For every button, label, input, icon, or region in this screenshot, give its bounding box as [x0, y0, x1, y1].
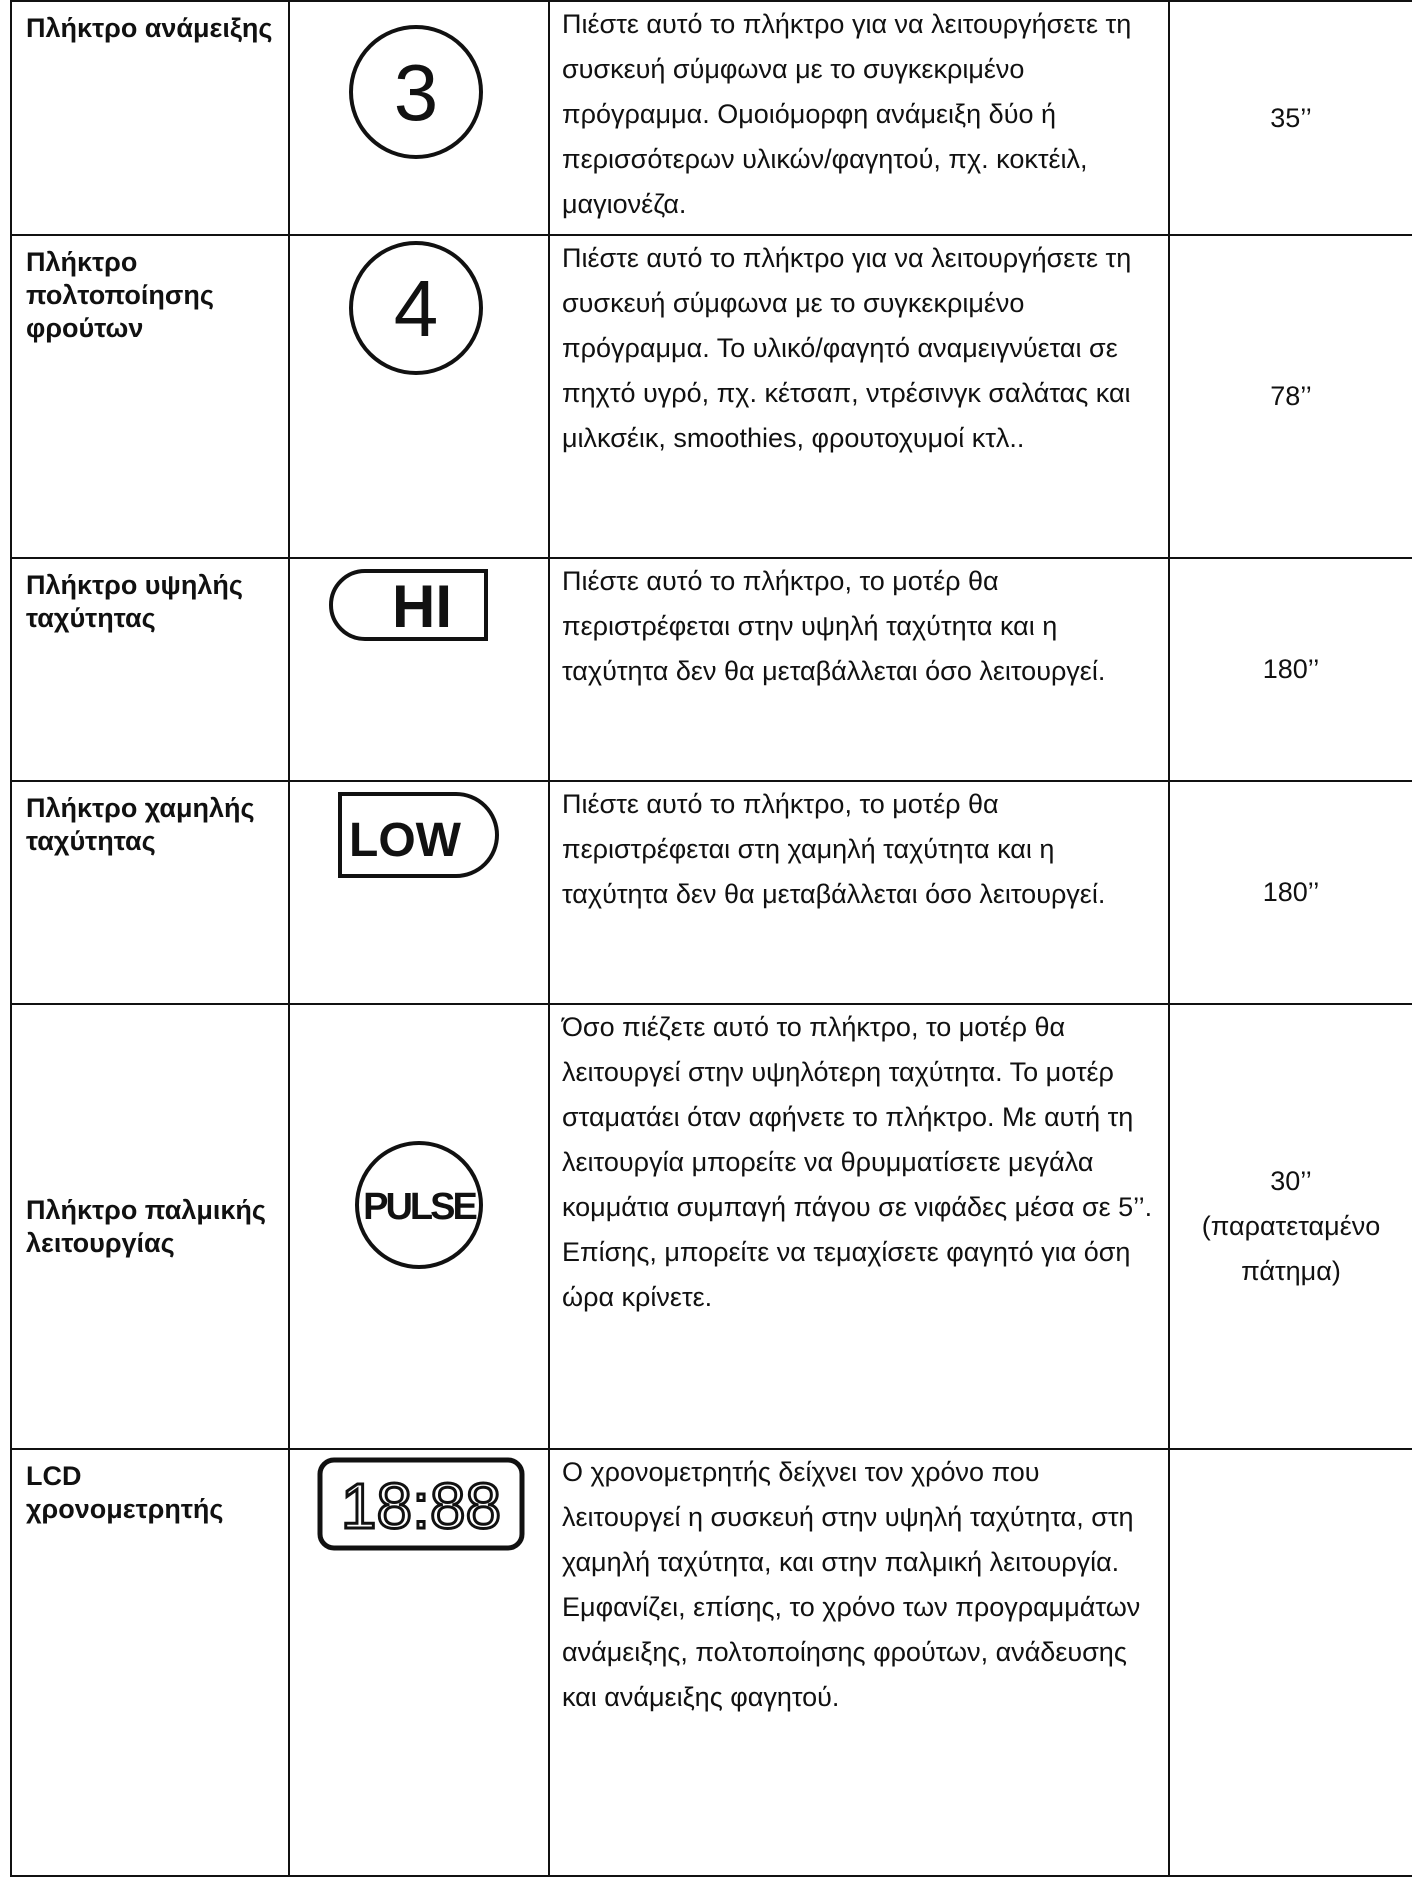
button-4-icon — [290, 236, 550, 559]
table-row — [11, 781, 1412, 1004]
hi-label: HI — [392, 573, 452, 640]
duration-value: 30’’ — [1270, 1166, 1312, 1196]
description: Ο χρονομετρητής δείχνει τον χρόνο που λειτουργεί η συσκευή στην υψηλή ταχύτητα, στη χαμηλή ταχύτητα, και στην παλμική λειτουργία. Εμφανίζει, επίσης, το χρόνο των προγραμμάτων ανάμειξης, πολτοποίησης φρούτων, ανάδευσης και ανάμειξης φαγητού. — [549, 1449, 1169, 1876]
lcd-digits: 18:88 — [340, 1470, 502, 1542]
symbol-cell — [289, 1449, 549, 1876]
button-4-label: 4 — [393, 264, 439, 353]
symbol-cell — [289, 558, 549, 781]
button-name: Πλήκτρο παλμικής λειτουργίας — [11, 1004, 289, 1449]
button-name: Πλήκτρο χαμηλής ταχύτητας — [11, 781, 289, 1004]
duration: 35’’ — [1169, 1, 1412, 235]
description: Πιέστε αυτό το πλήκτρο για να λειτουργήσετε τη συσκευή σύμφωνα με το συγκεκριμένο πρόγραμμα. Ομοιόμορφη ανάμειξη δύο ή περισσότερων υλικών/φαγητού, πχ. κοκτέιλ, μαγιονέζα. — [549, 1, 1169, 235]
duration — [1169, 1449, 1412, 1876]
button-name: Πλήκτρο ανάμειξης — [11, 1, 289, 235]
table-row — [11, 1004, 1412, 1449]
description: Πιέστε αυτό το πλήκτρο για να λειτουργήσετε τη συσκευή σύμφωνα με το συγκεκριμένο πρόγραμμα. Το υλικό/φαγητό αναμειγνύεται σε πηχτό υγρό, πχ. κέτσαπ, ντρέσινγκ σαλάτας και μιλκσέικ, smoothies, φρουτοχυμοί κτλ.. — [549, 235, 1169, 558]
duration-note-line-1: (παρατεταμένο — [1201, 1211, 1381, 1241]
pulse-label: PULSE — [363, 1186, 475, 1228]
button-functions-table — [10, 0, 1412, 1877]
table-row — [11, 235, 1412, 558]
duration: 180’’ — [1169, 781, 1412, 1004]
symbol-cell — [289, 781, 549, 1004]
hi-button-icon — [290, 559, 550, 782]
symbol-cell — [289, 235, 549, 558]
low-label: LOW — [349, 814, 461, 867]
duration — [1169, 1004, 1412, 1449]
duration: 180’’ — [1169, 558, 1412, 781]
symbol-cell — [289, 1004, 549, 1449]
button-3-label: 3 — [393, 48, 439, 137]
table-row — [11, 558, 1412, 781]
table-row — [11, 1, 1412, 235]
button-name: Πλήκτρο υψηλής ταχύτητας — [11, 558, 289, 781]
duration-note-line-2: πάτημα) — [1241, 1256, 1341, 1286]
button-name: Πλήκτρο πολτοποίησης φρούτων — [11, 235, 289, 558]
pulse-button-icon — [290, 1005, 550, 1450]
description: Πιέστε αυτό το πλήκτρο, το μοτέρ θα περιστρέφεται στην υψηλή ταχύτητα και η ταχύτητα δεν θα μεταβάλλεται όσο λειτουργεί. — [549, 558, 1169, 781]
button-3-icon — [290, 2, 550, 236]
low-button-icon — [290, 782, 550, 1005]
symbol-cell — [289, 1, 549, 235]
description: Πιέστε αυτό το πλήκτρο, το μοτέρ θα περιστρέφεται στη χαμηλή ταχύτητα και η ταχύτητα δεν θα μεταβάλλεται όσο λειτουργεί. — [549, 781, 1169, 1004]
button-name: LCD χρονομετρητής — [11, 1449, 289, 1876]
table-row — [11, 1449, 1412, 1876]
duration: 78’’ — [1169, 235, 1412, 558]
lcd-timer-icon — [290, 1450, 550, 1877]
description: Όσο πιέζετε αυτό το πλήκτρο, το μοτέρ θα λειτουργεί στην υψηλότερη ταχύτητα. Το μοτέρ σταματάει όταν αφήνετε το πλήκτρο. Με αυτή τη λειτουργία μπορείτε να θρυμματίσετε μεγάλα κομμάτια συμπαγή πάγου σε νιφάδες μέσα σε 5’’. Επίσης, μπορείτε να τεμαχίσετε φαγητό για όση ώρα κρίνετε. — [549, 1004, 1169, 1449]
